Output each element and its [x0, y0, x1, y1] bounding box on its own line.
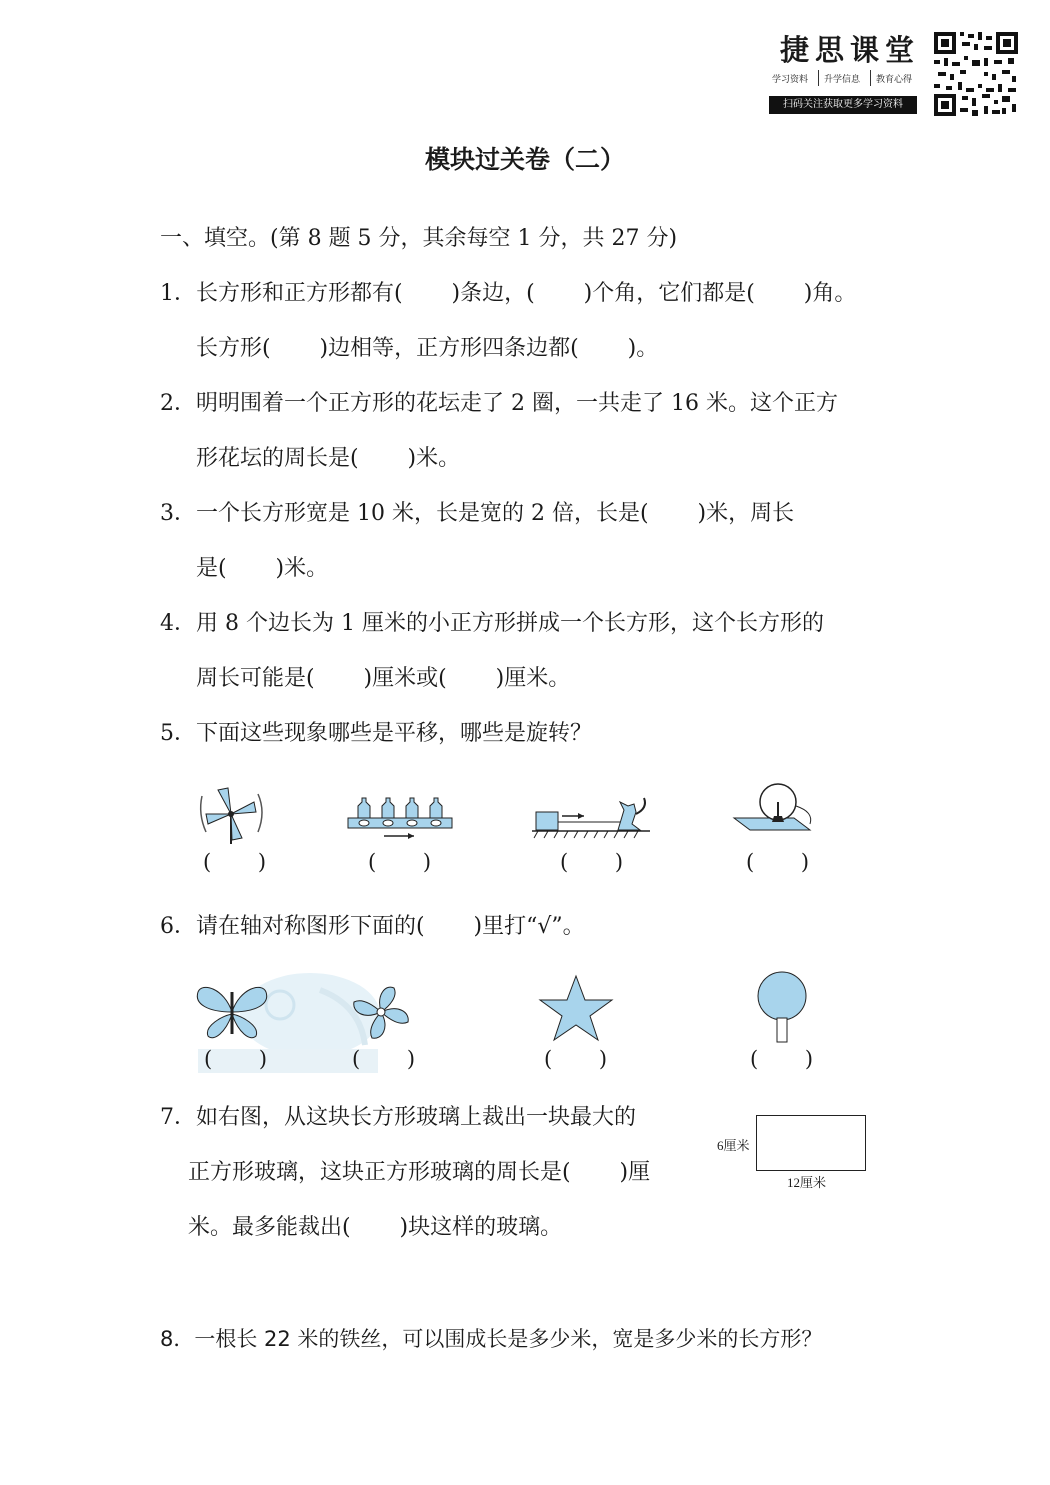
question-4-line-2: 周长可能是( )厘米或( )厘米。 — [196, 666, 571, 691]
figure-width-label: 12厘米 — [787, 1175, 827, 1190]
star-image — [538, 974, 614, 1042]
brand-sub-1: 学习资料 — [772, 75, 809, 85]
q6-answer-3[interactable]: ( ) — [544, 1047, 608, 1071]
lottery-wheel-image — [732, 782, 822, 842]
q5-answer-1[interactable]: ( ) — [203, 850, 267, 874]
question-7-line-1: 7．如右图，从这块长方形玻璃上裁出一块最大的 — [160, 1105, 636, 1130]
brand-title: 捷思课堂 — [780, 33, 921, 67]
question-2-line-1: 2．明明围着一个正方形的花坛走了 2 圈，一共走了 16 米。这个正方 — [160, 391, 838, 416]
windmill-image — [196, 784, 266, 846]
question-1-line-2: 长方形( )边相等，正方形四条边都( )。 — [196, 336, 659, 361]
pinwheel-flower-image — [346, 980, 416, 1044]
question-7-line-3: 米。最多能裁出( )块这样的玻璃。 — [188, 1215, 563, 1240]
qr-code-icon[interactable] — [932, 30, 1020, 118]
brand-sub-3: 教育心得 — [876, 75, 913, 85]
q6-answer-1[interactable]: ( ) — [204, 1047, 268, 1071]
brand-sub-2: 升学信息 — [824, 75, 861, 85]
question-3-line-1: 3．一个长方形宽是 10 米，长是宽的 2 倍，长是( )米，周长 — [160, 501, 795, 526]
q5-answer-2[interactable]: ( ) — [368, 850, 432, 874]
question-7-line-2: 正方形玻璃，这块正方形玻璃的周长是( )厘 — [188, 1160, 651, 1185]
section-heading: 一、填空。(第 8 题 5 分，其余每空 1 分，共 27 分) — [160, 226, 678, 251]
brand-banner: 扫码关注获取更多学习资料 — [769, 96, 917, 114]
q6-answer-2[interactable]: ( ) — [352, 1047, 416, 1071]
question-6-line-1: 6．请在轴对称图形下面的( )里打“√”。 — [160, 914, 585, 939]
question-5-line-1: 5．下面这些现象哪些是平移，哪些是旋转？ — [160, 721, 592, 746]
figure-height-label: 6厘米 — [717, 1138, 750, 1153]
glass-rectangle-figure — [756, 1115, 866, 1171]
q6-answer-4[interactable]: ( ) — [750, 1047, 814, 1071]
q5-answer-4[interactable]: ( ) — [746, 850, 810, 874]
page-title: 模块过关卷（二） — [424, 145, 625, 174]
butterfly-image — [194, 982, 270, 1042]
question-3-line-2: 是( )米。 — [196, 556, 329, 581]
pulling-box-image — [532, 794, 652, 842]
question-4-line-1: 4．用 8 个边长为 1 厘米的小正方形拼成一个长方形，这个长方形的 — [160, 611, 824, 636]
q5-answer-3[interactable]: ( ) — [560, 850, 624, 874]
conveyor-bottles-image — [344, 796, 456, 842]
brand-divider — [818, 70, 819, 86]
question-2-line-2: 形花坛的周长是( )米。 — [196, 446, 461, 471]
ping-pong-paddle-image — [752, 968, 812, 1044]
question-1-line-1: 1．长方形和正方形都有( )条边，( )个角，它们都是( )角。 — [160, 281, 857, 306]
question-8-line-1: 8．一根长 22 米的铁丝，可以围成长是多少米，宽是多少米的长方形？ — [160, 1327, 823, 1351]
brand-divider — [870, 70, 871, 86]
